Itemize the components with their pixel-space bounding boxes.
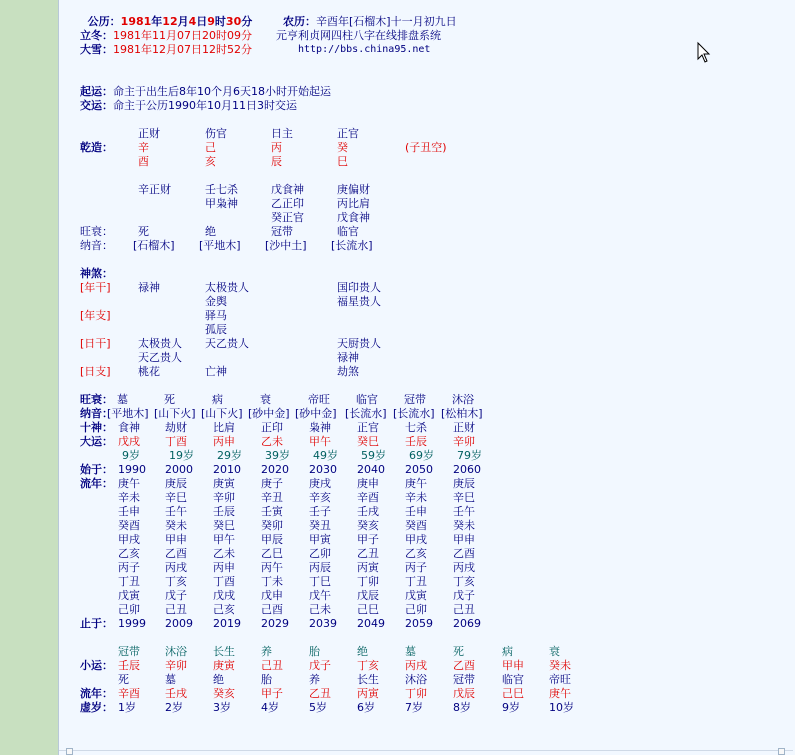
shensha-label: 神煞： — [80, 267, 113, 280]
xiaoyun-value: 丙戌 — [405, 659, 427, 672]
shensha-item: 劫煞 — [337, 365, 359, 378]
dayun-liunian: 癸卯 — [261, 519, 283, 532]
dayun-wang: 帝旺 — [308, 393, 330, 406]
xiaoyun-bottom: 沐浴 — [405, 673, 427, 686]
pillar-wang: 死 — [138, 225, 149, 238]
dayun-liunian: 戊申 — [261, 589, 283, 602]
dayun-pillar: 乙未 — [261, 435, 283, 448]
xiaoyun-xusui: 6岁 — [357, 701, 375, 714]
dayun-liunian: 乙酉 — [165, 547, 187, 560]
dayun-liunian: 甲子 — [357, 533, 379, 546]
dayun-shishen: 劫财 — [165, 421, 187, 434]
dayun-age: 79岁 — [457, 449, 482, 462]
xiaoyun-bottom: 死 — [118, 673, 129, 686]
xiaoyun-top: 胎 — [309, 645, 320, 658]
term-lidong: 立冬：1981年11月07日20时09分 — [80, 29, 252, 42]
dayun-liunian: 甲申 — [165, 533, 187, 546]
dayun-liunian: 戊戌 — [213, 589, 235, 602]
xiaoyun-liunian: 辛酉 — [118, 687, 140, 700]
hidden-stem: 癸正官 — [271, 211, 304, 224]
qiyun: 起运：命主于出生后8年10个月6天18小时开始起运 — [80, 85, 331, 98]
pillar-wang: 冠带 — [271, 225, 293, 238]
pillar-nayin: [沙中土] — [265, 239, 307, 252]
dayun-liunian: 丁卯 — [357, 575, 379, 588]
pillar-wang: 绝 — [205, 225, 216, 238]
dayun-shishen: 正官 — [357, 421, 379, 434]
dayun-end: 2069 — [453, 617, 481, 630]
content-panel — [58, 0, 795, 755]
dayun-wang: 沐浴 — [452, 393, 474, 406]
pillar-god: 正官 — [337, 127, 359, 140]
dayun-nayin: [砂中金] — [248, 407, 290, 420]
xiaoyun-bottom: 绝 — [213, 673, 224, 686]
shensha-item: 太极贵人 — [138, 337, 182, 350]
dayun-liunian: 癸未 — [165, 519, 187, 532]
xiaoyun-liunian: 丙寅 — [357, 687, 379, 700]
xiaoyun-value: 甲申 — [502, 659, 524, 672]
xiaoyun-top: 绝 — [357, 645, 368, 658]
dayun-start: 2040 — [357, 463, 385, 476]
dayun-liunian: 甲戌 — [118, 533, 140, 546]
hidden-stem: 戊食神 — [271, 183, 304, 196]
dayun-liunian: 丁巳 — [309, 575, 331, 588]
dayun-end: 2019 — [213, 617, 241, 630]
dayun-age: 9岁 — [122, 449, 140, 462]
pillar-nayin: [石榴木] — [133, 239, 175, 252]
xiaoyun-value: 辛卯 — [165, 659, 187, 672]
pillar-branch: 酉 — [138, 155, 149, 168]
xiaoyun-xusui: 3岁 — [213, 701, 231, 714]
xiaoyun-top: 衰 — [549, 645, 560, 658]
dayun-liunian: 丁亥 — [165, 575, 187, 588]
shensha-row-label: [年支] — [80, 309, 111, 322]
shensha-item: 福星贵人 — [337, 295, 381, 308]
xiaoyun-value: 乙酉 — [453, 659, 475, 672]
solar-label: 公历： — [87, 15, 121, 28]
dayun-liunian: 戊寅 — [118, 589, 140, 602]
dayun-liunian: 庚寅 — [213, 477, 235, 490]
bottom-divider — [59, 750, 793, 751]
dayun-liunian: 戊午 — [309, 589, 331, 602]
dayun-age: 19岁 — [169, 449, 194, 462]
dayun-wang: 冠带 — [404, 393, 426, 406]
xiaoyun-xusui: 10岁 — [549, 701, 574, 714]
dayun-age: 49岁 — [313, 449, 338, 462]
pillar-wang: 临官 — [337, 225, 359, 238]
shensha-item: 天乙贵人 — [205, 337, 249, 350]
dayun-liunian: 丙午 — [261, 561, 283, 574]
dayun-wang-label: 旺衰： — [80, 393, 113, 406]
site-title: 元亨利贞网四柱八字在线排盘系统 — [276, 29, 441, 42]
nayin-label: 纳音： — [80, 239, 113, 252]
dayun-liunian: 壬申 — [405, 505, 427, 518]
pillar-stem: 己 — [205, 141, 216, 154]
dayun-liunian: 癸亥 — [357, 519, 379, 532]
dayun-start-label: 始于： — [80, 463, 113, 476]
dayun-liunian: 甲寅 — [309, 533, 331, 546]
dayun-age: 29岁 — [217, 449, 242, 462]
dayun-liunian: 丁酉 — [213, 575, 235, 588]
dayun-liunian: 辛酉 — [357, 491, 379, 504]
hidden-stem: 庚偏财 — [337, 183, 370, 196]
shensha-item: 禄神 — [138, 281, 160, 294]
xiaoyun-liunian: 己巳 — [502, 687, 524, 700]
xiaoyun-liunian-label: 流年： — [80, 687, 113, 700]
shensha-item: 驿马 — [205, 309, 227, 322]
dayun-liunian: 辛巳 — [165, 491, 187, 504]
dayun-nayin: [平地木] — [107, 407, 149, 420]
dayun-start: 2060 — [453, 463, 481, 476]
dayun-liunian: 丁未 — [261, 575, 283, 588]
dayun-wang: 衰 — [260, 393, 271, 406]
hidden-stem: 乙正印 — [271, 197, 304, 210]
jiaoyun: 交运：命主于公历1990年10月11日3时交运 — [80, 99, 297, 112]
dayun-liunian: 壬午 — [165, 505, 187, 518]
dayun-pillar: 丙申 — [213, 435, 235, 448]
dayun-shishen: 枭神 — [309, 421, 331, 434]
dayun-end: 2009 — [165, 617, 193, 630]
dayun-liunian: 甲戌 — [405, 533, 427, 546]
dayun-wang: 临官 — [356, 393, 378, 406]
xiaoyun-bottom: 长生 — [357, 673, 379, 686]
solar-date: 公历：1981年12月4日9时30分 — [87, 15, 253, 28]
dayun-start: 2030 — [309, 463, 337, 476]
dayun-liunian: 壬辰 — [213, 505, 235, 518]
dayun-liunian: 癸巳 — [213, 519, 235, 532]
dayun-liunian: 辛未 — [405, 491, 427, 504]
dayun-liunian: 甲午 — [213, 533, 235, 546]
dayun-wang: 死 — [164, 393, 175, 406]
dayun-liunian: 丁亥 — [453, 575, 475, 588]
dayun-start: 1990 — [118, 463, 146, 476]
shensha-item: 孤辰 — [205, 323, 227, 336]
dayun-pillar: 丁酉 — [165, 435, 187, 448]
dayun-start: 2000 — [165, 463, 193, 476]
xiaoyun-value: 己丑 — [261, 659, 283, 672]
term-daxue: 大雪：1981年12月07日12时52分 — [80, 43, 252, 56]
dayun-label: 大运： — [80, 435, 113, 448]
shensha-item: 亡神 — [205, 365, 227, 378]
xiaoyun-value: 戊子 — [309, 659, 331, 672]
pillar-branch: 亥 — [205, 155, 216, 168]
dayun-liunian: 壬戌 — [357, 505, 379, 518]
shensha-item: 禄神 — [337, 351, 359, 364]
xiaoyun-xusui: 2岁 — [165, 701, 183, 714]
shensha-row-label: [年干] — [80, 281, 111, 294]
pillar-god: 正财 — [138, 127, 160, 140]
scroll-corner-left — [66, 748, 73, 755]
xiaoyun-bottom: 帝旺 — [549, 673, 571, 686]
dayun-liunian: 己酉 — [261, 603, 283, 616]
dayun-liunian: 乙未 — [213, 547, 235, 560]
dayun-liunian: 戊辰 — [357, 589, 379, 602]
dayun-shishen: 正印 — [261, 421, 283, 434]
xiaoyun-xusui: 9岁 — [502, 701, 520, 714]
xiaoyun-bottom: 墓 — [165, 673, 176, 686]
dayun-liunian: 庚午 — [405, 477, 427, 490]
shensha-item: 天乙贵人 — [138, 351, 182, 364]
xiaoyun-xusui: 7岁 — [405, 701, 423, 714]
xiaoyun-top: 长生 — [213, 645, 235, 658]
qianzao-label: 乾造： — [80, 141, 113, 154]
dayun-nayin: [长流水] — [345, 407, 387, 420]
hidden-stem: 丙比肩 — [337, 197, 370, 210]
shensha-item: 金舆 — [205, 295, 227, 308]
dayun-start: 2050 — [405, 463, 433, 476]
dayun-start: 2010 — [213, 463, 241, 476]
dayun-pillar: 辛卯 — [453, 435, 475, 448]
pillar-nayin: [平地木] — [199, 239, 241, 252]
dayun-liunian: 丁丑 — [118, 575, 140, 588]
pillar-god: 日主 — [271, 127, 293, 140]
xiaoyun-xusui-label: 虚岁： — [80, 701, 113, 714]
shensha-item: 国印贵人 — [337, 281, 381, 294]
pillar-god: 伤官 — [205, 127, 227, 140]
dayun-end: 2029 — [261, 617, 289, 630]
dayun-end: 1999 — [118, 617, 146, 630]
dayun-pillar: 甲午 — [309, 435, 331, 448]
dayun-liunian: 己亥 — [213, 603, 235, 616]
dayun-liunian: 丙子 — [118, 561, 140, 574]
dayun-liunian: 戊子 — [165, 589, 187, 602]
dayun-end: 2049 — [357, 617, 385, 630]
xiaoyun-liunian: 甲子 — [261, 687, 283, 700]
dayun-liunian: 壬子 — [309, 505, 331, 518]
shensha-row-label: [日支] — [80, 365, 111, 378]
xiaoyun-xusui: 1岁 — [118, 701, 136, 714]
xiaoyun-xusui: 8岁 — [453, 701, 471, 714]
dayun-liunian: 癸丑 — [309, 519, 331, 532]
xiaoyun-liunian: 庚午 — [549, 687, 571, 700]
dayun-pillar: 癸巳 — [357, 435, 379, 448]
xiaoyun-xusui: 5岁 — [309, 701, 327, 714]
dayun-liunian: 己未 — [309, 603, 331, 616]
shensha-item: 桃花 — [138, 365, 160, 378]
dayun-nayin: [山下火] — [154, 407, 196, 420]
dayun-liunian: 戊寅 — [405, 589, 427, 602]
dayun-wang: 墓 — [117, 393, 128, 406]
dayun-liunian: 癸酉 — [405, 519, 427, 532]
wang-label: 旺衰： — [80, 225, 113, 238]
xiaoyun-liunian: 乙丑 — [309, 687, 331, 700]
xiaoyun-value: 壬辰 — [118, 659, 140, 672]
dayun-liunian: 乙酉 — [453, 547, 475, 560]
dayun-shishen: 比肩 — [213, 421, 235, 434]
dayun-liunian: 乙亥 — [118, 547, 140, 560]
dayun-end-label: 止于： — [80, 617, 113, 630]
dayun-end: 2039 — [309, 617, 337, 630]
dayun-age: 39岁 — [265, 449, 290, 462]
dayun-liunian: 壬申 — [118, 505, 140, 518]
xiaoyun-label: 小运： — [80, 659, 113, 672]
dayun-liunian: 丙寅 — [357, 561, 379, 574]
dayun-liunian-label: 流年： — [80, 477, 113, 490]
xiaoyun-top: 死 — [453, 645, 464, 658]
dayun-nayin: [松柏木] — [441, 407, 483, 420]
dayun-liunian: 辛亥 — [309, 491, 331, 504]
dayun-liunian: 庚戌 — [309, 477, 331, 490]
pillar-branch: 巳 — [337, 155, 348, 168]
dayun-liunian: 壬午 — [453, 505, 475, 518]
dayun-age: 69岁 — [409, 449, 434, 462]
dayun-liunian: 丁丑 — [405, 575, 427, 588]
dayun-liunian: 癸未 — [453, 519, 475, 532]
dayun-liunian: 丙子 — [405, 561, 427, 574]
xiaoyun-xusui: 4岁 — [261, 701, 279, 714]
dayun-end: 2059 — [405, 617, 433, 630]
dayun-liunian: 乙亥 — [405, 547, 427, 560]
dayun-liunian: 庚午 — [118, 477, 140, 490]
dayun-liunian: 辛未 — [118, 491, 140, 504]
xiaoyun-bottom: 养 — [309, 673, 320, 686]
dayun-nayin: [长流水] — [393, 407, 435, 420]
xiaoyun-value: 丁亥 — [357, 659, 379, 672]
dayun-start: 2020 — [261, 463, 289, 476]
dayun-liunian: 庚辰 — [165, 477, 187, 490]
xiaoyun-top: 病 — [502, 645, 513, 658]
dayun-liunian: 辛丑 — [261, 491, 283, 504]
dayun-nayin: [山下火] — [201, 407, 243, 420]
dayun-liunian: 乙卯 — [309, 547, 331, 560]
dayun-liunian: 庚子 — [261, 477, 283, 490]
pillar-stem: 丙 — [271, 141, 282, 154]
xiaoyun-value: 癸未 — [549, 659, 571, 672]
pillar-stem: 癸 — [337, 141, 348, 154]
dayun-liunian: 己丑 — [165, 603, 187, 616]
dayun-liunian: 辛卯 — [213, 491, 235, 504]
pillar-branch: 辰 — [271, 155, 282, 168]
dayun-liunian: 庚辰 — [453, 477, 475, 490]
xiaoyun-top: 墓 — [405, 645, 416, 658]
xiaoyun-top: 冠带 — [118, 645, 140, 658]
dayun-liunian: 乙巳 — [261, 547, 283, 560]
shensha-item: 天厨贵人 — [337, 337, 381, 350]
xiaoyun-bottom: 冠带 — [453, 673, 475, 686]
dayun-nayin: [砂中金] — [295, 407, 337, 420]
dayun-pillar: 壬辰 — [405, 435, 427, 448]
dayun-liunian: 庚申 — [357, 477, 379, 490]
dayun-shishen-label: 十神： — [80, 421, 113, 434]
dayun-nayin-label: 纳音： — [80, 407, 113, 420]
dayun-liunian: 丙申 — [213, 561, 235, 574]
dayun-liunian: 辛巳 — [453, 491, 475, 504]
dayun-age: 59岁 — [361, 449, 386, 462]
dayun-liunian: 甲辰 — [261, 533, 283, 546]
pillar-nayin: [长流水] — [331, 239, 373, 252]
dayun-liunian: 甲申 — [453, 533, 475, 546]
dayun-liunian: 壬寅 — [261, 505, 283, 518]
dayun-liunian: 己卯 — [118, 603, 140, 616]
xiaoyun-top: 养 — [261, 645, 272, 658]
dayun-shishen: 食神 — [118, 421, 140, 434]
dayun-pillar: 戊戌 — [118, 435, 140, 448]
hidden-stem: 辛正财 — [138, 183, 171, 196]
dayun-liunian: 丙戌 — [453, 561, 475, 574]
hidden-stem: 戊食神 — [337, 211, 370, 224]
scroll-corner-right — [778, 748, 785, 755]
xiaoyun-liunian: 丁卯 — [405, 687, 427, 700]
lunar-date: 农历：辛酉年[石榴木]十一月初九日 — [283, 15, 457, 28]
xiaoyun-bottom: 临官 — [502, 673, 524, 686]
shensha-item: 太极贵人 — [205, 281, 249, 294]
xiaoyun-top: 沐浴 — [165, 645, 187, 658]
dayun-wang: 病 — [212, 393, 223, 406]
dayun-liunian: 己巳 — [357, 603, 379, 616]
dayun-liunian: 戊子 — [453, 589, 475, 602]
dayun-liunian: 己丑 — [453, 603, 475, 616]
dayun-shishen: 正财 — [453, 421, 475, 434]
xiaoyun-value: 庚寅 — [213, 659, 235, 672]
xiaoyun-liunian: 癸亥 — [213, 687, 235, 700]
pillar-stem: 辛 — [138, 141, 149, 154]
dayun-liunian: 癸酉 — [118, 519, 140, 532]
mouse-cursor-icon — [697, 42, 711, 64]
dayun-liunian: 乙丑 — [357, 547, 379, 560]
dayun-liunian: 己卯 — [405, 603, 427, 616]
dayun-liunian: 丙辰 — [309, 561, 331, 574]
xiaoyun-liunian: 壬戌 — [165, 687, 187, 700]
kong-badge: (子丑空) — [405, 141, 447, 154]
site-url-link[interactable]: http://bbs.china95.net — [298, 44, 431, 55]
hidden-stem: 甲枭神 — [205, 197, 238, 210]
hidden-stem: 壬七杀 — [205, 183, 238, 196]
dayun-shishen: 七杀 — [405, 421, 427, 434]
xiaoyun-bottom: 胎 — [261, 673, 272, 686]
dayun-liunian: 丙戌 — [165, 561, 187, 574]
shensha-row-label: [日干] — [80, 337, 111, 350]
xiaoyun-liunian: 戊辰 — [453, 687, 475, 700]
